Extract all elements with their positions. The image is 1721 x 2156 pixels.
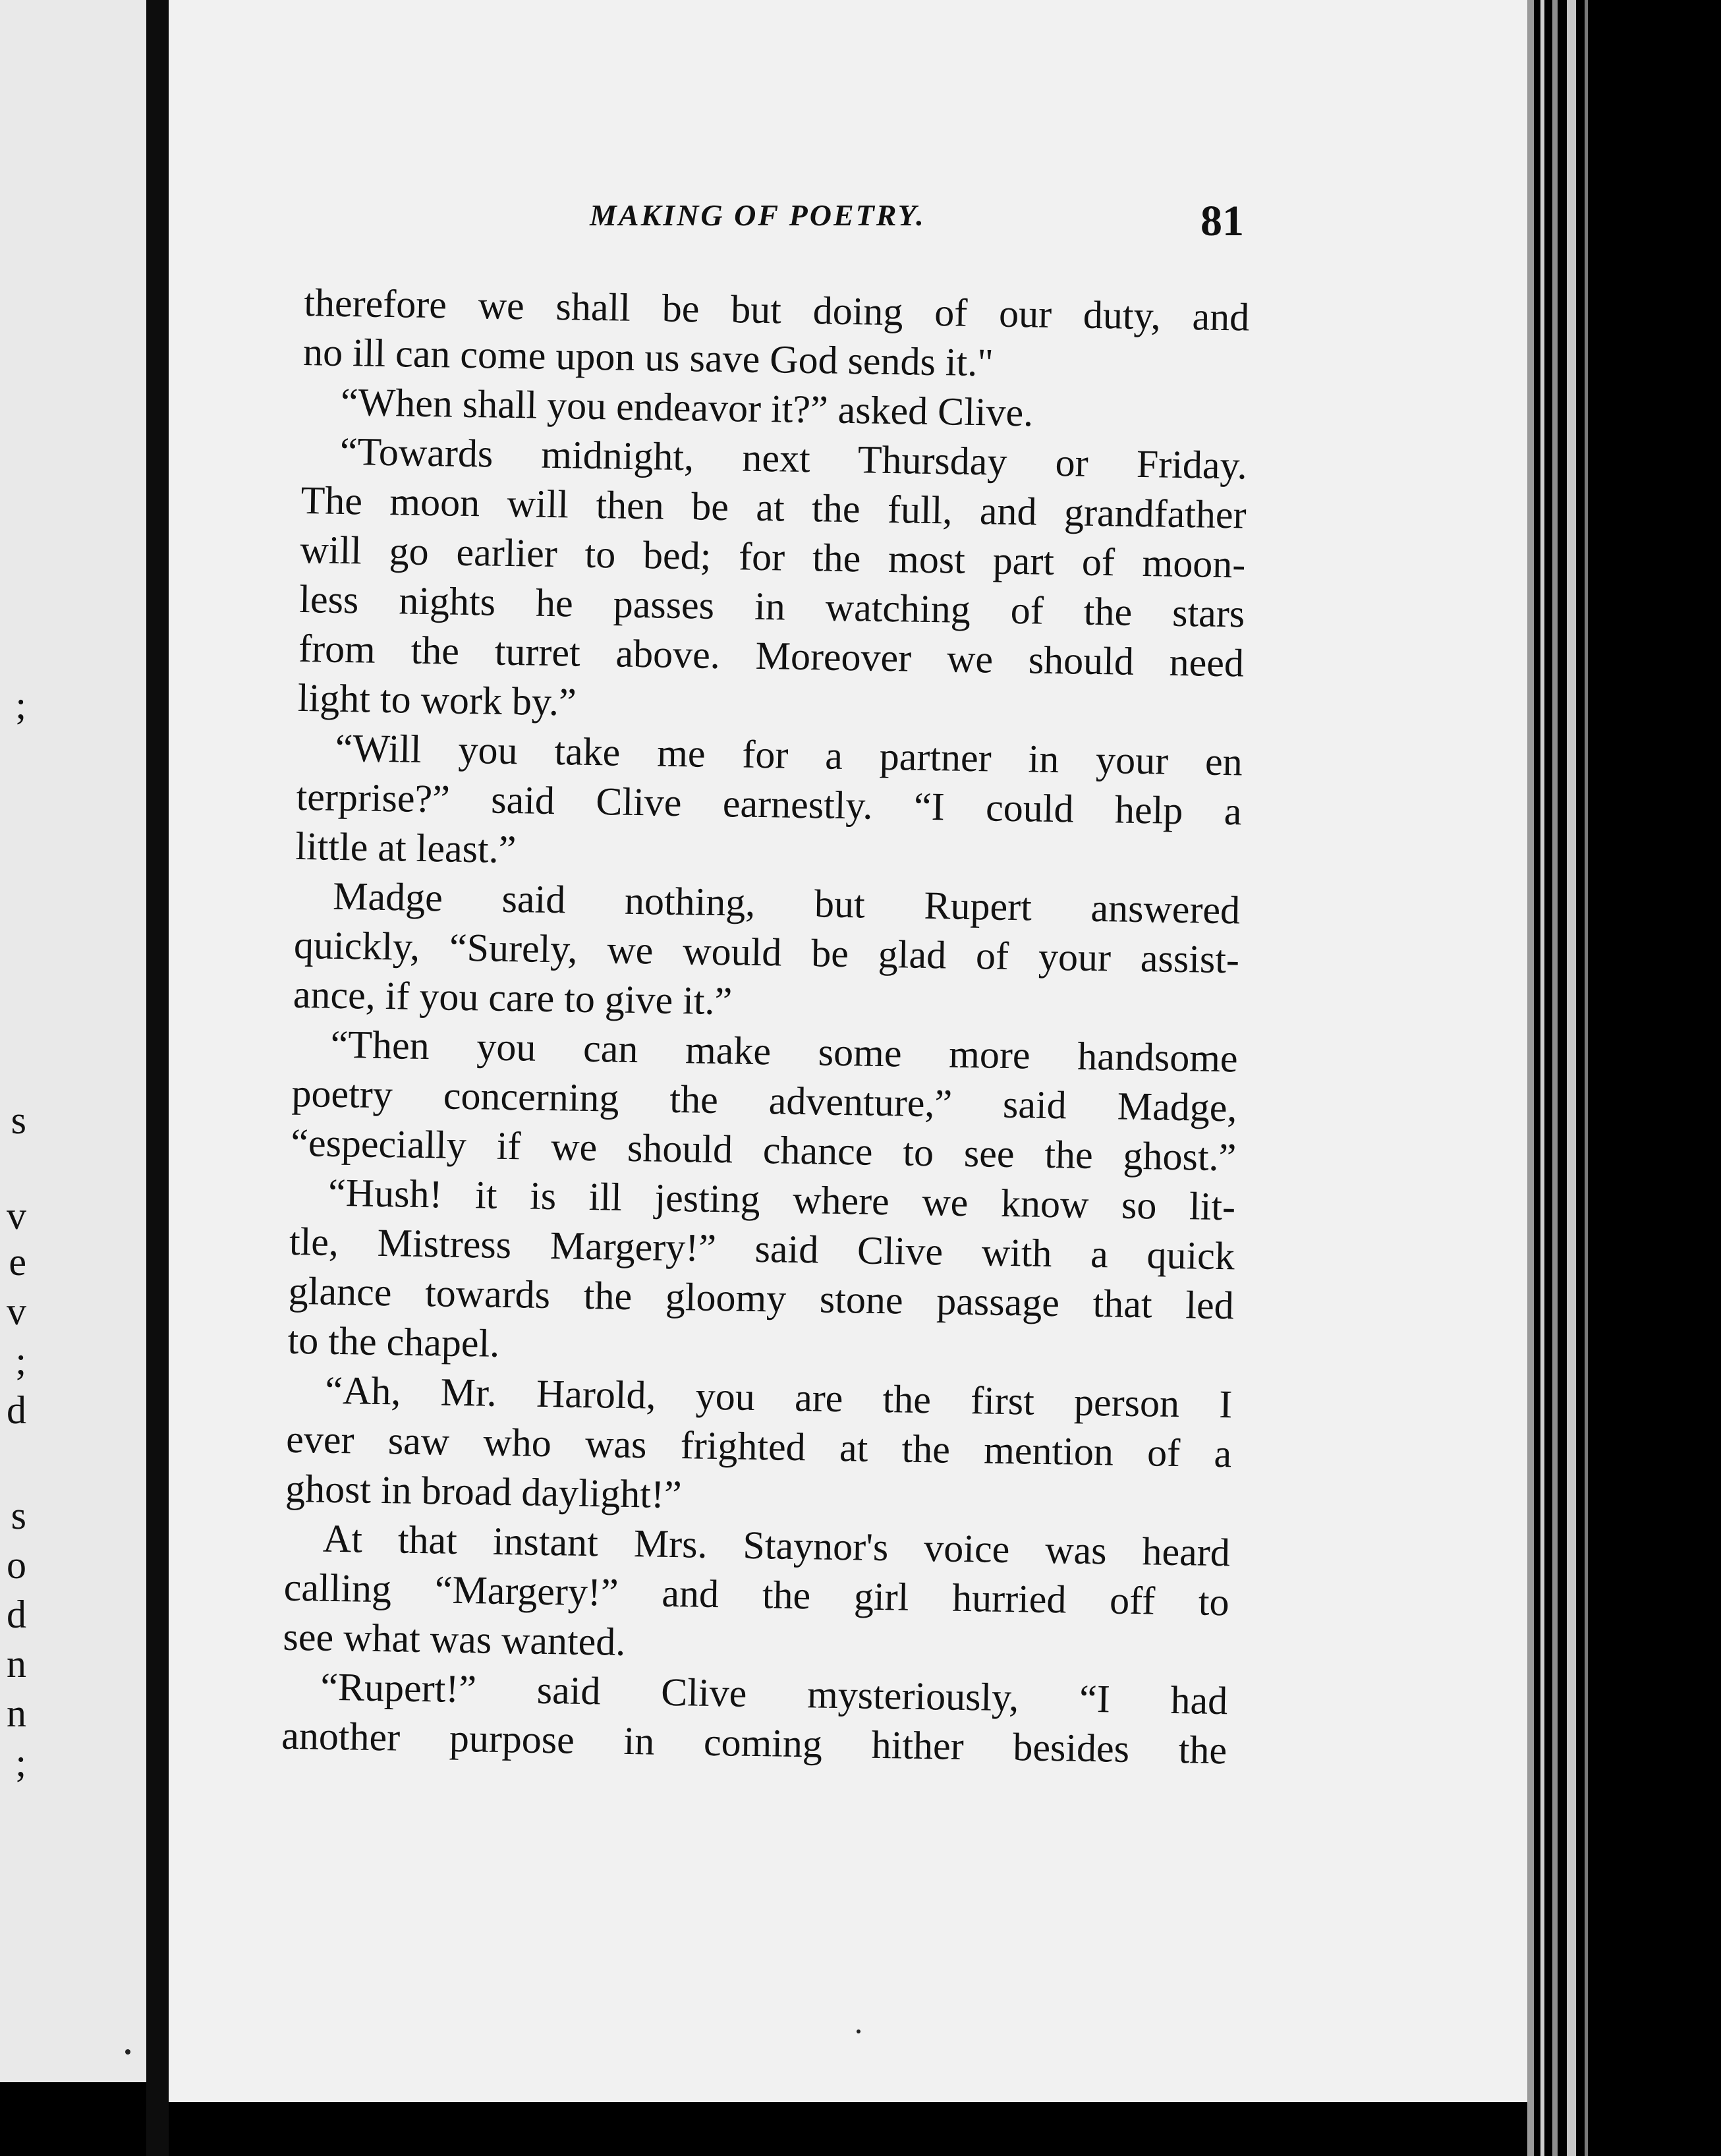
text-line: The moon will then be at the full, and grandfather <box>300 478 1247 537</box>
text-line: “Then you can make some more handsome <box>330 1022 1239 1081</box>
text-line: ever saw who was frighted at the mention of a <box>285 1417 1232 1476</box>
text-line: At that instant Mrs. Staynor's voice was heard <box>322 1516 1231 1575</box>
text-line: “Will you take me for a partner in your en <box>335 725 1243 784</box>
text-line: “Towards midnight, next Thursday or Friday. <box>339 429 1248 488</box>
text-line: less nights he passes in watching of the stars <box>298 577 1245 636</box>
left-fragment: s <box>11 1494 26 1537</box>
text-line: terprise?” said Clive earnestly. “I could help a <box>296 774 1242 834</box>
text-line: from the turret above. Moreover we should need <box>298 626 1245 685</box>
text-line: glance towards the gloomy stone passage that led <box>288 1268 1235 1328</box>
left-page-text-fragments <box>0 0 150 2082</box>
text-line: “especially if we should chance to see the ghost.” <box>290 1120 1237 1179</box>
left-fragment: ; <box>15 1741 26 1784</box>
text-line: quickly, “Surely, we would be glad of your assist- <box>293 922 1240 982</box>
text-line: no ill can come upon us save God sends it." <box>302 329 994 385</box>
text-line: therefore we shall be but doing of our duty, and <box>303 280 1250 339</box>
page-edge-stack <box>1552 0 1558 2156</box>
left-fragment: s <box>11 1098 26 1142</box>
left-page-margin <box>0 0 150 2082</box>
text-line: will go earlier to bed; for the most part of moon- <box>300 527 1246 586</box>
page-number: 81 <box>1200 197 1244 245</box>
text-line: little at least.” <box>295 824 517 872</box>
text-line: ghost in broad daylight!” <box>285 1466 683 1517</box>
left-fragment: ; <box>15 683 26 727</box>
left-fragment: v <box>7 1194 26 1237</box>
text-line: “Rupert!” said Clive mysteriously, “I had <box>320 1664 1228 1723</box>
scan-speck <box>125 2049 130 2055</box>
text-line: Madge said nothing, but Rupert answered <box>332 874 1241 932</box>
body-text <box>281 278 1250 1775</box>
text-line: calling “Margery!” and the girl hurried off to <box>283 1565 1230 1624</box>
text-line: “Ah, Mr. Harold, you are the first person I <box>324 1368 1233 1427</box>
left-fragment: v <box>7 1290 26 1333</box>
text-line: to the chapel. <box>287 1318 500 1365</box>
left-fragment: e <box>9 1240 26 1284</box>
running-head: MAKING OF POETRY. <box>590 198 926 232</box>
left-fragment: o <box>7 1543 26 1587</box>
page-edge-stack <box>1585 0 1588 2156</box>
page-edge-stack <box>1527 0 1534 2156</box>
text-line: another purpose in coming hither besides the <box>281 1713 1227 1773</box>
text-line: “Hush! it is ill jesting where we know so lit- <box>327 1170 1236 1229</box>
text-line: “When shall you endeavor it?” asked Clive. <box>340 380 1034 435</box>
left-fragment: n <box>7 1691 26 1735</box>
book-gutter <box>146 0 169 2156</box>
text-line: tle, Mistress Margery!” said Clive with a quick <box>289 1219 1235 1278</box>
scan-speck <box>857 2029 861 2033</box>
left-fragment: d <box>7 1593 26 1636</box>
page-edge-stack <box>1540 0 1544 2156</box>
text-line: poetry concerning the adventure,” said Madge, <box>291 1071 1237 1130</box>
text-line: see what was wanted. <box>283 1614 626 1664</box>
left-fragment: d <box>7 1388 26 1432</box>
text-line: ance, if you care to give it.” <box>293 972 733 1023</box>
left-fragment: n <box>7 1642 26 1686</box>
text-line: light to work by.” <box>297 675 577 724</box>
page-edge-stack <box>1567 0 1576 2156</box>
left-fragment: ; <box>15 1339 26 1382</box>
